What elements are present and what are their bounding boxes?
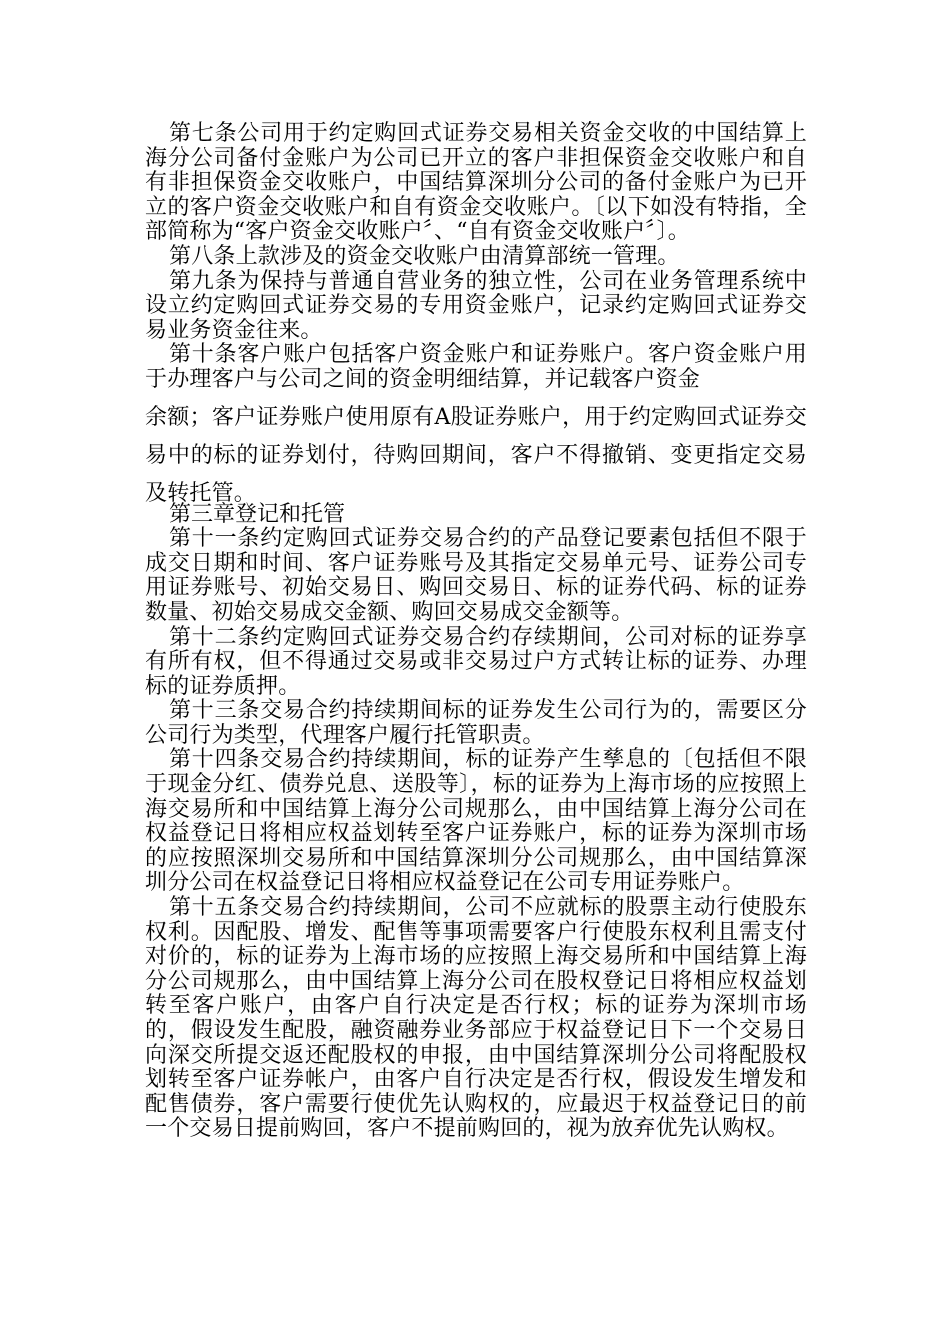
document-body [145, 122, 807, 1142]
article-8: 第八条上款涉及的资金交收账户由清算部统一管理。 [169, 243, 680, 269]
article-9: 第九条为保持与普通自营业务的独立性，公司在业务管理系统中设立约定购回式证券交易的专用资金账户，记录约定购回式证券交易业务资金往来。 [145, 268, 807, 343]
article-15: 第十五条交易合约持续期间，公司不应就标的股票主动行使股东权利。因配股、增发、配售等事项需要客户行使股东权利且需支付对价的，标的证券为上海市场的应按照上海交易所和中国结算上海分公司规那么，由中国结算上海分公司在股权登记日将相应权益划转至客户账户，由客户自行决定是否行权；标的证券为深圳市场的，假设发生配股，融资融券业务部应于权益登记日下一个交易日向深交所提交返还配股权的申报，由中国结算深圳分公司将配股权划转至客户证券帐户，由客户自行决定是否行权，假设发生增发和配售债券，客户需要行使优先认购权的，应最迟于权益登记日的前一个交易日提前购回，客户不提前购回的，视为放弃优先认购权。 [145, 895, 807, 1142]
article-12: 第十二条约定购回式证券交易合约存续期间，公司对标的证券享有所有权，但不得通过交易或非交易过户方式转让标的证券、办理标的证券质押。 [145, 624, 807, 699]
article-11: 第十一条约定购回式证券交易合约的产品登记要素包括但不限于成交日期和时间、客户证券账号及其指定交易单元号、证券公司专用证券账号、初始交易日、购回交易日、标的证券代码、标的证券数量、初始交易成交金额、购回交易成交金额等。 [145, 526, 807, 625]
article-7: 第七条公司用于约定购回式证券交易相关资金交收的中国结算上海分公司备付金账户为公司已开立的客户非担保资金交收账户和自有非担保资金交收账户，中国结算深圳分公司的备付金账户为已开立的客户资金交收账户和自有资金交收账户。〔以下如没有特指，全部简称为“客户资金交收账户〞、“自有资金交收账户〞〕。 [145, 121, 807, 245]
article-10-continued: 余额；客户证券账户使用原有A股证券账户，用于约定购回式证券交易中的标的证券划付，待购回期间，客户不得撤销、变更指定交易及转托管。 [145, 404, 807, 506]
article-14: 第十四条交易合约持续期间，标的证券产生孳息的〔包括但不限于现金分红、债券兑息、送股等〕，标的证券为上海市场的应按照上海交易所和中国结算上海分公司规那么，由中国结算上海分公司在权益登记日将相应权益划转至客户证券账户，标的证券为深圳市场的应按照深圳交易所和中国结算深圳分公司规那么，由中国结算深圳分公司在权益登记日将相应权益登记在公司专用证券账户。 [145, 747, 807, 896]
article-13: 第十三条交易合约持续期间标的证券发生公司行为的，需要区分公司行为类型，代理客户履行托管职责。 [145, 698, 807, 748]
article-10: 第十条客户账户包括客户资金账户和证券账户。客户资金账户用于办理客户与公司之间的资金明细结算，并记载客户资金 [145, 342, 807, 392]
chapter-3-heading: 第三章登记和托管 [169, 501, 346, 527]
